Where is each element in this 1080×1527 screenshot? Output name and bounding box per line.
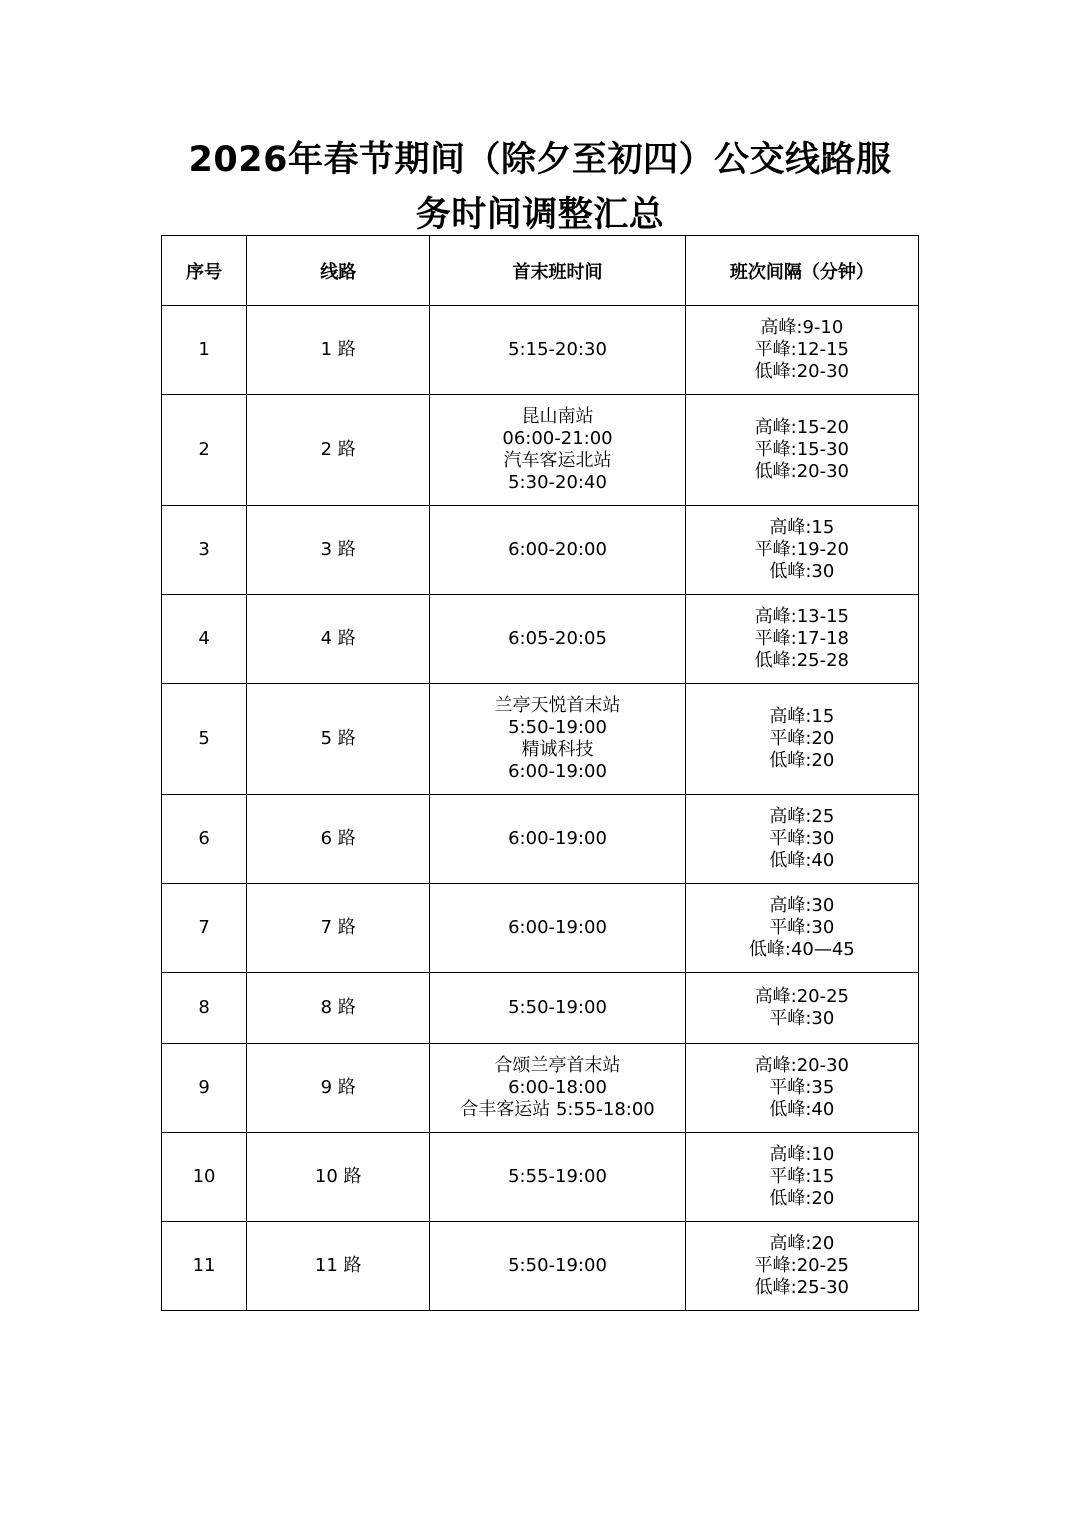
time-line: 5:50-19:00 xyxy=(508,1255,607,1276)
interval-line: 平峰:30 xyxy=(769,1008,835,1029)
cell-route: 2 路 xyxy=(247,395,430,506)
time-line: 5:50-19:00 xyxy=(508,717,607,738)
cell-no: 1 xyxy=(162,306,247,395)
table-row xyxy=(162,1044,919,1133)
interval-line: 平峰:17-18 xyxy=(754,628,850,649)
cell-no: 4 xyxy=(162,595,247,684)
time-line: 06:00-21:00 xyxy=(502,428,613,449)
time-line: 精诚科技 xyxy=(521,739,594,760)
cell-intervals xyxy=(685,1222,918,1311)
interval-line: 高峰:13-15 xyxy=(754,606,850,627)
cell-intervals xyxy=(685,506,918,595)
cell-times xyxy=(430,506,685,595)
cell-no: 6 xyxy=(162,795,247,884)
time-line: 昆山南站 xyxy=(521,406,594,427)
time-line: 6:00-20:00 xyxy=(508,539,607,560)
interval-line: 高峰:15 xyxy=(769,706,835,727)
header-times: 首末班时间 xyxy=(430,236,685,306)
time-line: 5:50-19:00 xyxy=(508,997,607,1018)
interval-line: 高峰:30 xyxy=(769,895,835,916)
header-no: 序号 xyxy=(162,236,247,306)
interval-line: 低峰:40 xyxy=(769,1099,835,1120)
interval-line: 平峰:20 xyxy=(769,728,835,749)
title-line-2: 务时间调整汇总 xyxy=(415,195,665,235)
table-row xyxy=(162,684,919,795)
time-line: 6:00-19:00 xyxy=(508,917,607,938)
cell-route: 4 路 xyxy=(247,595,430,684)
cell-no: 9 xyxy=(162,1044,247,1133)
cell-times xyxy=(430,595,685,684)
table-row xyxy=(162,884,919,973)
interval-line: 平峰:15-30 xyxy=(754,439,850,460)
interval-line: 平峰:15 xyxy=(769,1166,835,1187)
cell-intervals xyxy=(685,395,918,506)
cell-route: 11 路 xyxy=(247,1222,430,1311)
cell-route: 9 路 xyxy=(247,1044,430,1133)
time-line: 6:00-18:00 xyxy=(508,1077,607,1098)
interval-line: 高峰:20 xyxy=(769,1233,835,1254)
table-row xyxy=(162,1133,919,1222)
title-line-1: 2026年春节期间（除夕至初四）公交线路服 xyxy=(188,140,892,180)
interval-line: 低峰:25-28 xyxy=(754,650,850,671)
cell-times xyxy=(430,684,685,795)
cell-no: 10 xyxy=(162,1133,247,1222)
cell-no: 7 xyxy=(162,884,247,973)
interval-line: 高峰:9-10 xyxy=(760,317,844,338)
interval-line: 低峰:40—45 xyxy=(748,939,855,960)
table-row xyxy=(162,306,919,395)
table-row xyxy=(162,506,919,595)
cell-route: 8 路 xyxy=(247,973,430,1044)
cell-route: 7 路 xyxy=(247,884,430,973)
cell-times xyxy=(430,1222,685,1311)
document-title xyxy=(140,133,940,243)
time-line: 兰亭天悦首末站 xyxy=(494,695,621,716)
cell-route: 5 路 xyxy=(247,684,430,795)
interval-line: 平峰:30 xyxy=(769,917,835,938)
cell-times xyxy=(430,884,685,973)
interval-line: 低峰:20-30 xyxy=(754,361,850,382)
time-line: 5:30-20:40 xyxy=(508,472,607,493)
time-line: 5:15-20:30 xyxy=(508,339,607,360)
cell-intervals xyxy=(685,1133,918,1222)
header-route: 线路 xyxy=(247,236,430,306)
time-line: 汽车客运北站 xyxy=(503,450,612,471)
interval-line: 平峰:12-15 xyxy=(754,339,850,360)
interval-line: 平峰:35 xyxy=(769,1077,835,1098)
table-header-row xyxy=(162,236,919,306)
time-line: 合丰客运站 5:55-18:00 xyxy=(460,1099,655,1120)
cell-times xyxy=(430,306,685,395)
cell-times xyxy=(430,1133,685,1222)
schedule-table xyxy=(161,235,919,1311)
cell-times xyxy=(430,1044,685,1133)
table-row xyxy=(162,795,919,884)
table-row xyxy=(162,395,919,506)
cell-intervals xyxy=(685,884,918,973)
interval-line: 高峰:20-30 xyxy=(754,1055,850,1076)
interval-line: 高峰:20-25 xyxy=(754,986,850,1007)
table-body xyxy=(162,306,919,1311)
cell-times xyxy=(430,395,685,506)
table-row xyxy=(162,973,919,1044)
interval-line: 平峰:20-25 xyxy=(754,1255,850,1276)
time-line: 6:05-20:05 xyxy=(508,628,607,649)
cell-route: 3 路 xyxy=(247,506,430,595)
cell-no: 2 xyxy=(162,395,247,506)
interval-line: 高峰:25 xyxy=(769,806,835,827)
cell-intervals xyxy=(685,973,918,1044)
interval-line: 平峰:30 xyxy=(769,828,835,849)
interval-line: 低峰:20 xyxy=(769,1188,835,1209)
interval-line: 高峰:15 xyxy=(769,517,835,538)
cell-route: 1 路 xyxy=(247,306,430,395)
cell-route: 10 路 xyxy=(247,1133,430,1222)
time-line: 合颂兰亭首末站 xyxy=(494,1055,621,1076)
cell-intervals xyxy=(685,795,918,884)
interval-line: 高峰:10 xyxy=(769,1144,835,1165)
cell-no: 3 xyxy=(162,506,247,595)
header-interval: 班次间隔（分钟） xyxy=(685,236,918,306)
cell-times xyxy=(430,795,685,884)
table-row xyxy=(162,595,919,684)
cell-intervals xyxy=(685,595,918,684)
cell-no: 8 xyxy=(162,973,247,1044)
interval-line: 低峰:20 xyxy=(769,750,835,771)
time-line: 6:00-19:00 xyxy=(508,828,607,849)
interval-line: 低峰:30 xyxy=(769,561,835,582)
interval-line: 高峰:15-20 xyxy=(754,417,850,438)
cell-times xyxy=(430,973,685,1044)
cell-route: 6 路 xyxy=(247,795,430,884)
interval-line: 低峰:40 xyxy=(769,850,835,871)
cell-no: 11 xyxy=(162,1222,247,1311)
cell-no: 5 xyxy=(162,684,247,795)
cell-intervals xyxy=(685,1044,918,1133)
interval-line: 低峰:25-30 xyxy=(754,1277,850,1298)
table-row xyxy=(162,1222,919,1311)
cell-intervals xyxy=(685,684,918,795)
time-line: 6:00-19:00 xyxy=(508,761,607,782)
cell-intervals xyxy=(685,306,918,395)
interval-line: 低峰:20-30 xyxy=(754,461,850,482)
interval-line: 平峰:19-20 xyxy=(754,539,850,560)
time-line: 5:55-19:00 xyxy=(508,1166,607,1187)
